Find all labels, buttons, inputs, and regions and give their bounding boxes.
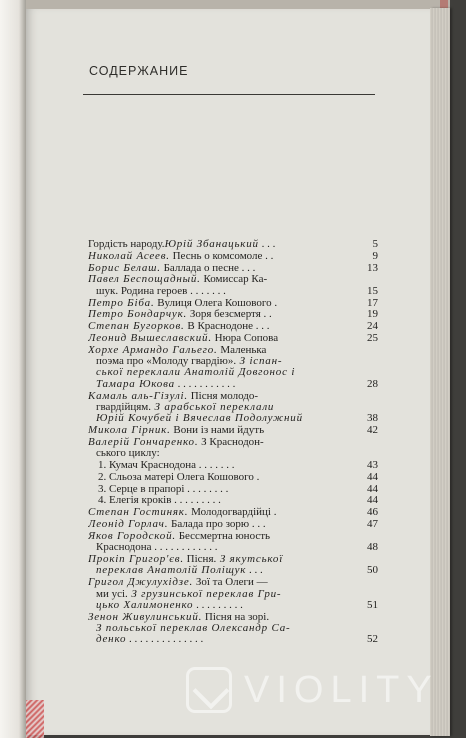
toc-author: Степан Бугорков.: [88, 321, 185, 333]
toc-page-number: 25: [367, 331, 378, 344]
toc-title: З Краснодон-: [198, 436, 264, 448]
toc-page-number: 9: [372, 249, 378, 262]
toc-entry: [88, 460, 378, 471]
toc-title: Песнь о комсомоле: [169, 250, 263, 262]
toc-page-number: 44: [367, 482, 378, 495]
toc-line: [88, 634, 378, 645]
toc-line: [88, 391, 378, 402]
toc-line-text: [96, 542, 358, 553]
toc-line-text: [88, 507, 358, 518]
toc-line-text: [88, 391, 358, 402]
toc-title: Балада про зорю: [168, 519, 250, 531]
toc-line-text: [88, 531, 358, 542]
toc-line-text: [98, 460, 358, 471]
toc-leader-dots: . . .: [249, 519, 266, 531]
toc-author: Камаль аль-Гізулі.: [88, 390, 188, 402]
toc-line: [88, 379, 378, 390]
toc-leader-dots: . .: [260, 309, 272, 321]
toc-line-text: [96, 634, 358, 645]
toc-entry: [88, 519, 378, 530]
toc-line-text: [96, 413, 358, 424]
toc-author: Николай Асеев.: [88, 250, 170, 262]
toc-entry: [88, 577, 378, 611]
toc-line: [88, 356, 378, 367]
toc-author: Микола Гірник.: [88, 425, 171, 437]
toc-line: [88, 239, 378, 250]
toc-leader-dots: . . .: [238, 262, 256, 274]
toc-translation: Юрій Кочубей і Вячеслав Подолужний: [96, 413, 303, 425]
toc-translation: З арабської переклали: [151, 401, 275, 413]
toc-page-number: 44: [367, 470, 378, 483]
toc-line-text: [88, 425, 358, 436]
toc-entry: [88, 309, 378, 320]
toc-title: ського циклу:: [96, 448, 160, 460]
toc-leader-dots: .: [270, 507, 277, 519]
toc-title: Молодогвардійці: [188, 507, 271, 519]
toc-entry: [88, 507, 378, 518]
toc-author: Петро Біба.: [88, 297, 155, 309]
toc-line-text: [88, 298, 358, 309]
toc-line-text: [96, 623, 358, 634]
toc-page-number: 5: [372, 238, 378, 250]
toc-title: Зої та Олеги —: [193, 577, 268, 589]
toc-line: [88, 554, 378, 565]
toc-translation: З якутської: [216, 553, 284, 565]
toc-line: [88, 298, 378, 309]
toc-entry: [88, 251, 378, 262]
toc-leader-dots: . . .: [246, 565, 263, 577]
toc-title: Нюра Сопова: [211, 332, 279, 344]
toc-line: [88, 448, 378, 459]
toc-line: [88, 623, 378, 634]
toc-line-text: [98, 472, 358, 483]
toc-leader-dots: . . . . . . . .: [184, 483, 229, 495]
toc-line: [88, 367, 378, 378]
toc-leader-dots: . .: [262, 250, 274, 262]
toc-author: Яков Городской.: [88, 530, 176, 542]
heading-rule: [83, 94, 375, 95]
toc-line-text: [88, 345, 358, 356]
toc-line-text: [88, 239, 358, 250]
toc-author: Петро Бондарчук.: [88, 309, 188, 321]
toc-line-text: [88, 309, 358, 320]
toc-title: 4. Елегія кроків: [98, 495, 172, 507]
toc-title: Бессмертна юность: [175, 530, 271, 542]
toc-translation: переклав Анатолій Поліщук: [96, 565, 247, 577]
toc-line-text: [96, 589, 358, 600]
toc-author: Борис Белаш.: [88, 262, 161, 274]
toc-page-number: 13: [367, 261, 378, 274]
toc-page-number: 52: [367, 633, 378, 646]
toc-translation: Тамара Юкова: [96, 378, 175, 390]
toc-translation: З польської переклав Олександр Са-: [96, 623, 291, 635]
toc-line: [88, 321, 378, 332]
toc-leader-dots: .: [253, 471, 260, 483]
toc-line: [88, 612, 378, 623]
book-spine: [0, 0, 27, 738]
contents-heading: СОДЕРЖАНИЕ: [89, 64, 189, 78]
toc-line: [88, 507, 378, 518]
toc-line-text: [98, 484, 358, 495]
toc-entry: [88, 321, 378, 332]
toc-page-number: 15: [367, 284, 378, 297]
toc-leader-dots: .: [271, 297, 278, 309]
watermark-text: VIOLITY: [244, 669, 439, 711]
toc-author: Валерій Гончаренко.: [88, 436, 199, 448]
bookmark-ribbon: [26, 700, 44, 738]
toc-line-text: [98, 495, 358, 506]
toc-entry: [88, 484, 378, 495]
toc-entry: [88, 345, 378, 391]
toc-entry: [88, 495, 378, 506]
toc-page-number: 50: [367, 564, 378, 577]
toc-line: [88, 263, 378, 274]
toc-line-text: [88, 554, 358, 565]
toc-line-text: [96, 356, 358, 367]
toc-line: [88, 274, 378, 285]
toc-title: Баллада о песне: [160, 262, 239, 274]
toc-line-text: [88, 333, 358, 344]
toc-page-number: 43: [367, 459, 378, 472]
toc-title: Комиссар Ка-: [200, 274, 268, 286]
toc-leader-dots: . . . . . . . . .: [171, 495, 221, 507]
toc-title: поэма про «Молоду гвардію».: [96, 356, 237, 368]
toc-page-number: 19: [367, 308, 378, 321]
toc-translation: З іспан-: [236, 356, 283, 368]
toc-title: ми усі.: [96, 588, 128, 600]
page-edges: [430, 8, 450, 736]
toc-line: [88, 345, 378, 356]
toc-line: [88, 577, 378, 588]
toc-title: Зоря безсмертя: [187, 309, 261, 321]
toc-entry: [88, 425, 378, 436]
toc-page-number: 28: [367, 377, 378, 390]
toc-line: [88, 309, 378, 320]
toc-page-number: 38: [367, 412, 378, 425]
toc-line: [88, 484, 378, 495]
toc-line: [88, 413, 378, 424]
toc-title: Гордість народу.: [88, 239, 165, 250]
table-of-contents: [88, 239, 378, 646]
toc-entry: [88, 333, 378, 344]
toc-line-text: [96, 379, 358, 390]
toc-line: [88, 600, 378, 611]
toc-title: Краснодона: [96, 542, 152, 554]
toc-title: Пісня молодо-: [187, 390, 259, 402]
toc-title: Вулиця Олега Кошового: [154, 297, 272, 309]
toc-line-text: [88, 519, 358, 530]
toc-entry: [88, 391, 378, 425]
toc-title: Пісня на зорі.: [202, 611, 270, 623]
toc-title: Пісня.: [183, 553, 217, 565]
toc-translation: цько Халимоненко: [96, 599, 194, 611]
toc-author: Григол Джулухідзе.: [88, 577, 194, 589]
toc-page-number: 48: [367, 541, 378, 554]
toc-line-text: [88, 437, 358, 448]
toc-page-number: 47: [367, 518, 378, 531]
toc-line: [88, 472, 378, 483]
toc-leader-dots: . . . . . . . . .: [193, 599, 243, 611]
toc-entry: [88, 531, 378, 554]
toc-translation: З грузинської переклав Гри-: [127, 588, 282, 600]
toc-leader-dots: . . .: [258, 239, 276, 250]
toc-line-text: [96, 600, 358, 611]
toc-author: Прокіп Григор'єв.: [88, 553, 184, 565]
toc-entry: [88, 612, 378, 646]
toc-line: [88, 251, 378, 262]
toc-author: Хорхе Армандо Гальего.: [88, 344, 218, 356]
toc-entry: [88, 239, 378, 250]
toc-page-number: 51: [367, 598, 378, 611]
toc-leader-dots: . . . . . . . . . . . .: [151, 542, 218, 554]
toc-translation: денко: [96, 634, 127, 646]
toc-line-text: [88, 274, 358, 285]
toc-author: Леонид Вышеславский.: [88, 332, 212, 344]
toc-line-text: [96, 565, 358, 576]
toc-translation: ської переклали Анатолій Довгонос і: [96, 367, 296, 379]
toc-page-number: 24: [367, 320, 378, 333]
toc-title: шук. Родина героев: [96, 285, 188, 297]
toc-author: Павел Беспощадный.: [88, 274, 201, 286]
toc-line: [88, 402, 378, 413]
toc-line-text: [96, 367, 358, 378]
toc-line-text: [96, 448, 358, 459]
toc-line-text: [88, 251, 358, 262]
toc-line: [88, 460, 378, 471]
toc-line-text: [88, 612, 358, 623]
toc-line: [88, 286, 378, 297]
toc-entry: [88, 472, 378, 483]
toc-line-text: [88, 321, 358, 332]
toc-title: 1. Кумач Краснодона: [98, 460, 197, 472]
toc-leader-dots: . . . . . . . . . . .: [174, 378, 236, 390]
toc-title: 2. Сльоза матері Олега Кошового: [98, 471, 254, 483]
toc-page-number: 44: [367, 494, 378, 507]
toc-title: В Краснодоне: [184, 321, 253, 333]
toc-line: [88, 495, 378, 506]
toc-line: [88, 565, 378, 576]
toc-author: Юрій Збанацький: [164, 239, 259, 250]
toc-author: Степан Гостиняк.: [88, 507, 189, 519]
toc-line-text: [88, 263, 358, 274]
toc-leader-dots: . . . . . . .: [187, 285, 226, 297]
toc-leader-dots: . . . . . . . . . . . . . .: [126, 634, 204, 646]
toc-entry: [88, 437, 378, 460]
toc-line-text: [96, 402, 358, 413]
toc-title: гвардійцям.: [96, 401, 151, 413]
toc-line-text: [88, 577, 358, 588]
toc-title: Маленька: [217, 344, 267, 356]
book-cover-edge: [26, 0, 450, 9]
toc-line: [88, 437, 378, 448]
toc-line: [88, 425, 378, 436]
toc-page-number: 17: [367, 296, 378, 309]
toc-author: Леонід Горлач.: [88, 519, 169, 531]
toc-page-number: 46: [367, 506, 378, 519]
toc-line: [88, 531, 378, 542]
toc-entry: [88, 263, 378, 274]
toc-title: 3. Серце в прапорі: [98, 483, 185, 495]
toc-line: [88, 333, 378, 344]
toc-entry: [88, 274, 378, 297]
toc-leader-dots: . . .: [252, 321, 270, 333]
toc-title: Вони із нами йдуть: [170, 425, 265, 437]
toc-line: [88, 519, 378, 530]
toc-entry: [88, 554, 378, 577]
toc-leader-dots: . . . . . . .: [196, 460, 235, 472]
toc-author: Зенон Живулинський.: [88, 611, 203, 623]
toc-entry: [88, 298, 378, 309]
toc-line: [88, 589, 378, 600]
toc-line-text: [96, 286, 358, 297]
toc-line: [88, 542, 378, 553]
toc-page-number: 42: [367, 424, 378, 437]
